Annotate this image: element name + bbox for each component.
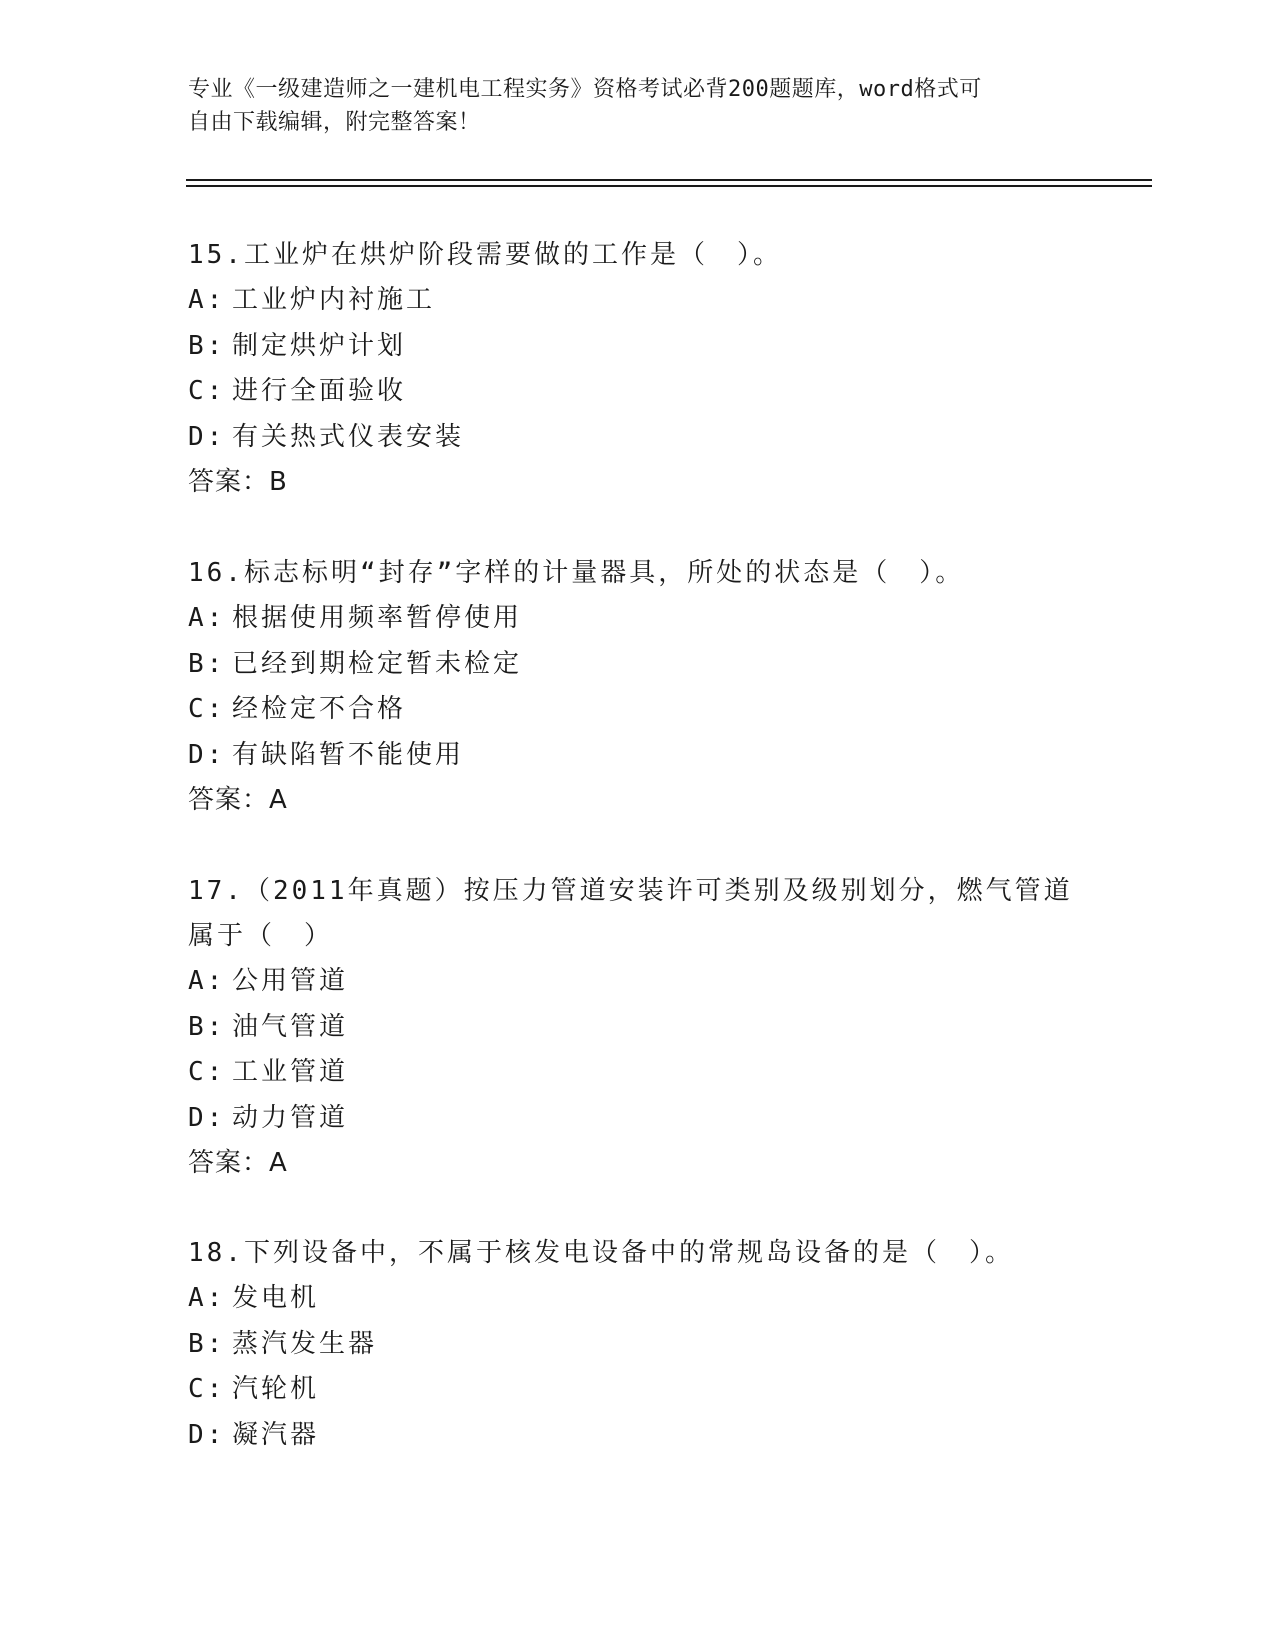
option-letter: A: (188, 603, 226, 633)
answer-line: 答案：A (188, 785, 288, 815)
question-17 (188, 869, 1088, 1186)
option-letter: D: (188, 1102, 226, 1133)
question-stem: 16.标志标明“封存”字样的计量器具，所处的状态是（ ）。 (188, 558, 965, 588)
header-line-1: 专业《一级建造师之一建机电工程实务》资格考试必背200题题库，word格式可 (188, 77, 982, 102)
option-text: 已经到期检定暂未检定 (232, 648, 523, 679)
option-letter: C: (188, 1057, 226, 1087)
option-text: 发电机 (232, 1283, 320, 1313)
option-d (188, 733, 1088, 779)
question-18 (188, 1231, 1088, 1458)
option-text: 油气管道 (232, 1011, 349, 1042)
document-header (188, 73, 1068, 139)
option-text: 有关热式仪表安装 (232, 421, 465, 452)
question-15 (188, 233, 1088, 505)
question-stem: 18.下列设备中，不属于核发电设备中的常规岛设备的是（ ）。 (188, 1238, 1014, 1268)
option-text: 进行全面验收 (232, 376, 407, 406)
option-text: 凝汽器 (232, 1419, 320, 1450)
option-letter: C: (188, 694, 226, 724)
option-b (188, 1005, 1088, 1051)
option-letter: B: (188, 330, 226, 361)
option-text: 动力管道 (232, 1102, 349, 1133)
option-letter: D: (188, 421, 226, 452)
option-letter: D: (188, 739, 226, 770)
answer-line: 答案：A (188, 1148, 288, 1178)
option-b (188, 642, 1088, 688)
option-text: 经检定不合格 (232, 694, 407, 724)
question-16 (188, 551, 1088, 823)
header-divider-top (186, 179, 1152, 181)
option-text: 制定烘炉计划 (232, 330, 407, 361)
option-a (188, 596, 1088, 642)
option-text: 汽轮机 (232, 1374, 320, 1404)
option-a (188, 959, 1088, 1005)
header-divider-bottom (186, 185, 1152, 187)
option-letter: A: (188, 966, 226, 996)
option-text: 根据使用频率暂停使用 (232, 603, 523, 633)
option-c (188, 1367, 1088, 1413)
answer-line: 答案：B (188, 467, 288, 497)
option-letter: A: (188, 285, 226, 315)
option-d (188, 415, 1088, 461)
option-text: 工业管道 (232, 1057, 349, 1087)
option-letter: C: (188, 1374, 226, 1404)
option-d (188, 1413, 1088, 1459)
option-c (188, 1050, 1088, 1096)
option-letter: A: (188, 1283, 226, 1313)
option-a (188, 1276, 1088, 1322)
option-c (188, 687, 1088, 733)
question-stem: 17.（2011年真题）按压力管道安装许可类别及级别划分，燃气管道属于（ ） (188, 876, 1073, 951)
option-b (188, 324, 1088, 370)
option-text: 有缺陷暂不能使用 (232, 739, 465, 770)
option-b (188, 1322, 1088, 1368)
option-text: 蒸汽发生器 (232, 1328, 378, 1359)
option-a (188, 278, 1088, 324)
option-letter: C: (188, 376, 226, 406)
option-letter: B: (188, 1328, 226, 1359)
option-letter: B: (188, 1011, 226, 1042)
option-c (188, 369, 1088, 415)
option-d (188, 1096, 1088, 1142)
option-letter: B: (188, 648, 226, 679)
option-letter: D: (188, 1419, 226, 1450)
option-text: 公用管道 (232, 966, 349, 996)
question-stem: 15.工业炉在烘炉阶段需要做的工作是（ ）。 (188, 240, 782, 270)
option-text: 工业炉内衬施工 (232, 285, 436, 315)
header-line-2: 自由下载编辑，附完整答案！ (188, 110, 481, 135)
